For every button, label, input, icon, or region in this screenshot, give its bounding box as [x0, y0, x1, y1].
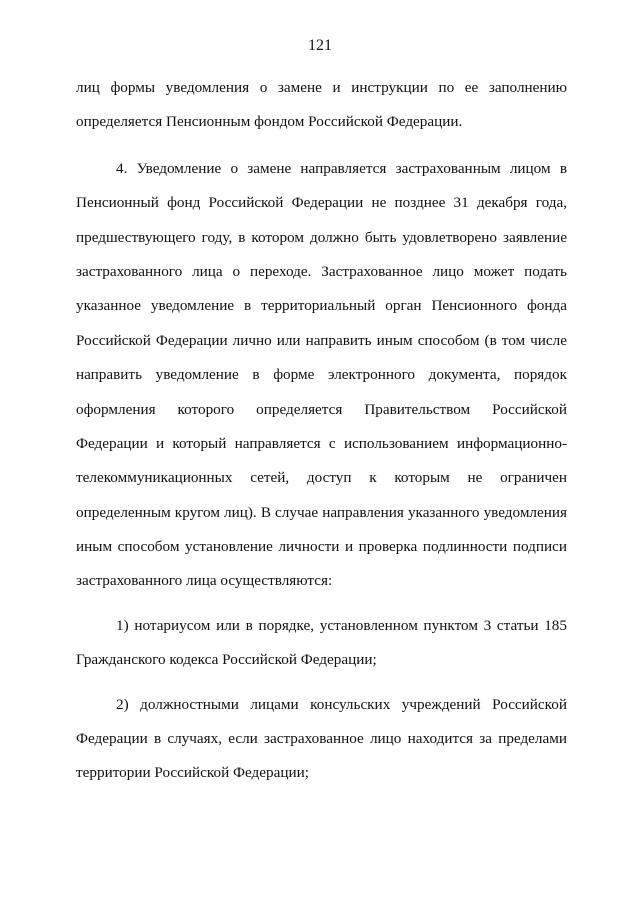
- text-line: иным способом установление личности и проверка подлинности подписи: [76, 538, 567, 556]
- text-line: Федерации и который направляется с использованием информационно-: [76, 434, 567, 452]
- list-item-line: 1) нотариусом или в порядке, установленном пунктом 3 статьи 185: [116, 616, 567, 634]
- text-line: территории Российской Федерации;: [76, 764, 309, 782]
- text-line: направить уведомление в форме электронного документа, порядок: [76, 366, 567, 384]
- text-line: указанное уведомление в территориальный орган Пенсионного фонда: [76, 297, 567, 315]
- text-line: Пенсионный фонд Российской Федерации не позднее 31 декабря года,: [76, 194, 567, 212]
- text-line: Федерации в случаях, если застрахованное лицо находится за пределами: [76, 730, 567, 748]
- list-item-line: 2) должностными лицами консульских учреждений Российской: [116, 695, 567, 713]
- page-number: 121: [308, 37, 332, 54]
- text-line: предшествующего году, в котором должно быть удовлетворено заявление: [76, 228, 567, 246]
- document-body: [76, 71, 567, 791]
- paragraph-start-line: 4. Уведомление о замене направляется застрахованным лицом в: [116, 159, 567, 177]
- text-line: лиц формы уведомления о замене и инструкции по ее заполнению: [76, 79, 567, 96]
- text-line: телекоммуникационных сетей, доступ к которым не ограничен: [76, 469, 567, 487]
- text-line: определяется Пенсионным фондом Российской Федерации.: [76, 113, 463, 131]
- text-line: Гражданского кодекса Российской Федерации;: [76, 651, 377, 669]
- text-line: оформления которого определяется Правительством Российской: [76, 400, 567, 418]
- text-line: Российской Федерации лично или направить иным способом (в том числе: [76, 331, 567, 349]
- text-line: застрахованного лица о переходе. Застрахованное лицо может подать: [76, 262, 567, 280]
- text-line: определенным кругом лиц). В случае направления указанного уведомления: [76, 503, 567, 521]
- text-line: застрахованного лица осуществляются:: [76, 572, 333, 590]
